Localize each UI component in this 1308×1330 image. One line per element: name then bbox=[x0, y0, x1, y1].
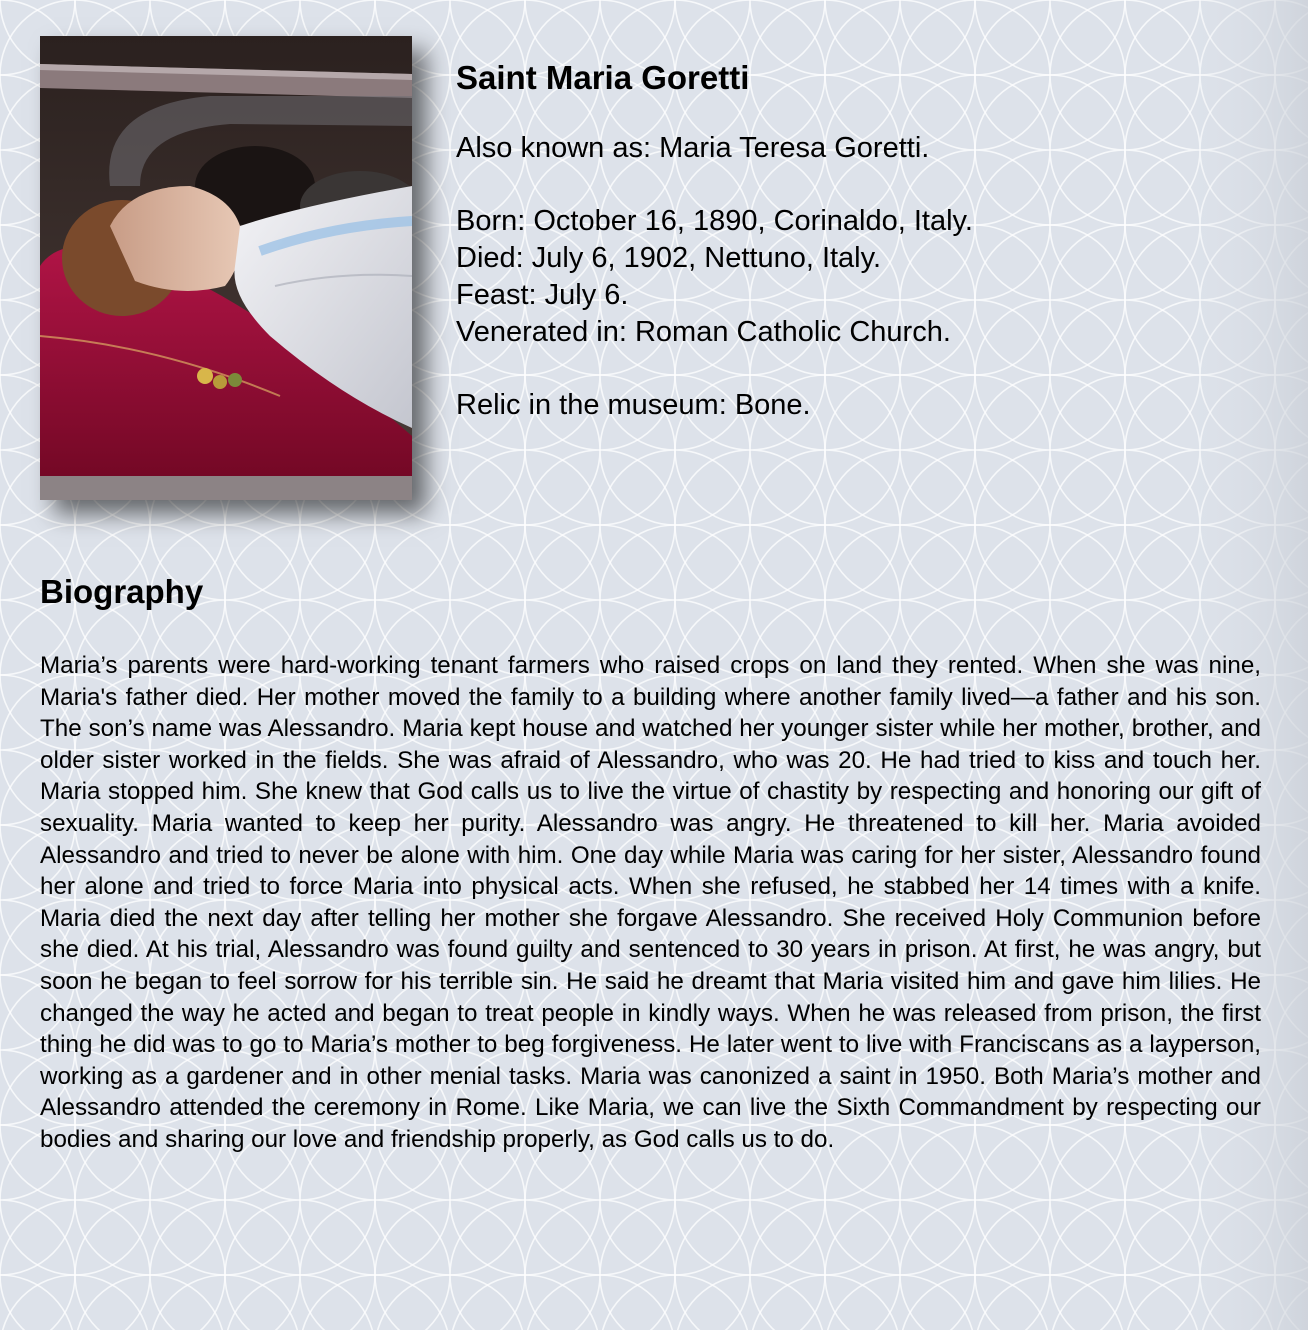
biography-text: Maria’s parents were hard-working tenant farmers who raised crops on land they rented. When she was nine, Maria's father died. Her mother moved the family to a building where another family lived—a father and his son. The son’s name was Alessandro. Maria kept house and watched her younger sister while her mother, brother, and older sister worked in the fields. She was afraid of Alessandro, who was 20. He had tried to kiss and touch her. Maria stopped him. She knew that God calls us to live the virtue of chastity by respecting and honoring our gift of sexuality. Maria wanted to keep her purity. Alessandro was angry. He threatened to kill her. Maria avoided Alessandro and tried to never be alone with him. One day while Maria was caring for her sister, Alessandro found her alone and tried to force Maria into physical acts. When she refused, he stabbed her 14 times with a knife. Maria died the next day after telling her mother she forgave Alessandro. She received Holy Communion before she died. At his trial, Alessandro was found guilty and sentenced to 30 years in prison. At first, he was angry, but soon he began to feel sorrow for his terrible sin. He said he dreamt that Maria visited him and gave him lilies. He changed the way he acted and began to treat people in kindly ways. When he was released from prison, the first thing he did was to go to Maria’s mother to beg forgiveness. He later went to live with Franciscans as a layperson, working as a gardener and in other menial tasks. Maria was canonized a saint in 1950. Both Maria’s mother and Alessandro attended the ceremony in Rome. Like Maria, we can live the Sixth Commandment by respecting our bodies and sharing our love and friendship properly, as God calls us to do. bbox=[40, 652, 1261, 1153]
relic-line: Relic in the museum: Bone. bbox=[456, 389, 811, 421]
biography-heading: Biography bbox=[40, 573, 204, 610]
venerated-in-line: Venerated in: Roman Catholic Church. bbox=[456, 316, 951, 348]
died-line: Died: July 6, 1902, Nettuno, Italy. bbox=[456, 242, 882, 274]
feast-line: Feast: July 6. bbox=[456, 279, 629, 311]
saint-relic-photo bbox=[40, 36, 412, 500]
born-line: Born: October 16, 1890, Corinaldo, Italy. bbox=[456, 205, 973, 237]
also-known-as-line: Also known as: Maria Teresa Goretti. bbox=[456, 132, 930, 164]
saint-name-title: Saint Maria Goretti bbox=[456, 59, 750, 96]
saint-info-panel bbox=[456, 58, 1276, 424]
